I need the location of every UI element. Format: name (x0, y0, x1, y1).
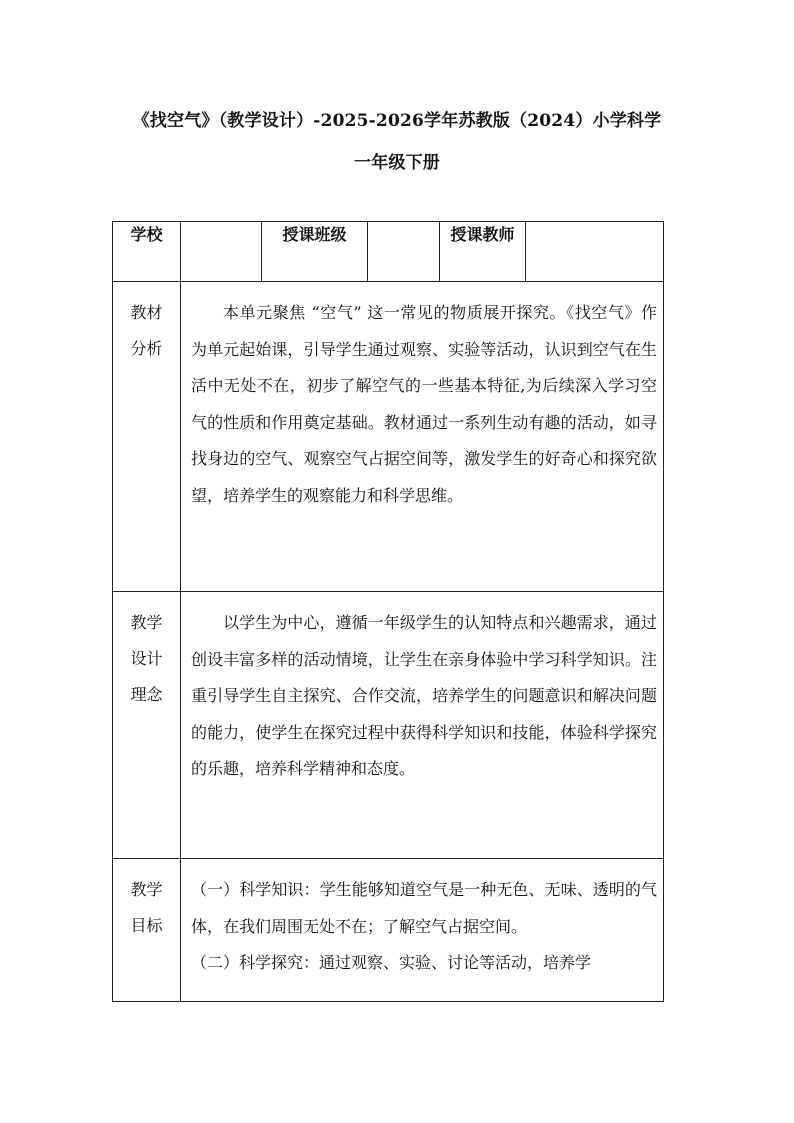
row-label-textbook-analysis (113, 282, 181, 592)
row-label-line: 教学 (130, 613, 163, 632)
table-row-teaching-goals (113, 859, 664, 1002)
row-label-design-concept (113, 592, 181, 859)
row-label-line: 教材 (130, 303, 163, 322)
row-label-line: 分析 (130, 339, 163, 358)
content-paragraph: （二）科学探究：通过观察、实验、讨论等活动，培养学 (191, 953, 592, 972)
row-label-line: 理念 (130, 685, 163, 704)
school-value (181, 222, 262, 282)
content-paragraph: 以学生为中心，遵循一年级学生的认知特点和兴趣需求，通过创设丰富多样的活动情境，让学生在亲身体验中学习科学知识。注重引导学生自主探究、合作交流，培养学生的问题意识和解决问题的能力，使学生在探究过程中获得科学知识和技能，体验科学探究的乐趣，培养科学精神和态度。 (191, 613, 657, 778)
teacher-value (526, 222, 664, 282)
row-content-design-concept (181, 592, 664, 859)
row-label-line: 设计 (130, 649, 163, 668)
document-title-line2: 一年级下册 (354, 153, 440, 173)
document-title-line1: 《找空气》（教学设计）-2025-2026学年苏教版（2024）小学科学 (132, 111, 662, 131)
table-row-design-concept (113, 592, 664, 859)
class-label: 授课班级 (262, 222, 368, 282)
row-content-teaching-goals (181, 859, 664, 1002)
teacher-label: 授课教师 (440, 222, 526, 282)
content-paragraph: （一）科学知识：学生能够知道空气是一种无色、无味、透明的气体，在我们周围无处不在；了解空气占据空间。 (191, 880, 657, 936)
header-row (113, 222, 664, 282)
lesson-plan-table (112, 221, 664, 1002)
table-row-textbook-analysis (113, 282, 664, 592)
row-label-line: 教学 (130, 880, 163, 899)
row-content-textbook-analysis (181, 282, 664, 592)
content-paragraph: 本单元聚焦 “空气” 这一常见的物质展开探究。《找空气》作为单元起始课，引导学生通过观察、实验等活动，认识到空气在生活中无处不在，初步了解空气的一些基本特征,为后续深入学习空气的性质和作用奠定基础。教材通过一系列生动有趣的活动，如寻找身边的空气、观察空气占据空间等，激发学生的好奇心和探究欲望，培养学生的观察能力和科学思维。 (191, 303, 657, 505)
school-label: 学校 (113, 222, 181, 282)
row-label-teaching-goals (113, 859, 181, 1002)
class-value (368, 222, 440, 282)
row-label-line: 目标 (130, 916, 163, 935)
